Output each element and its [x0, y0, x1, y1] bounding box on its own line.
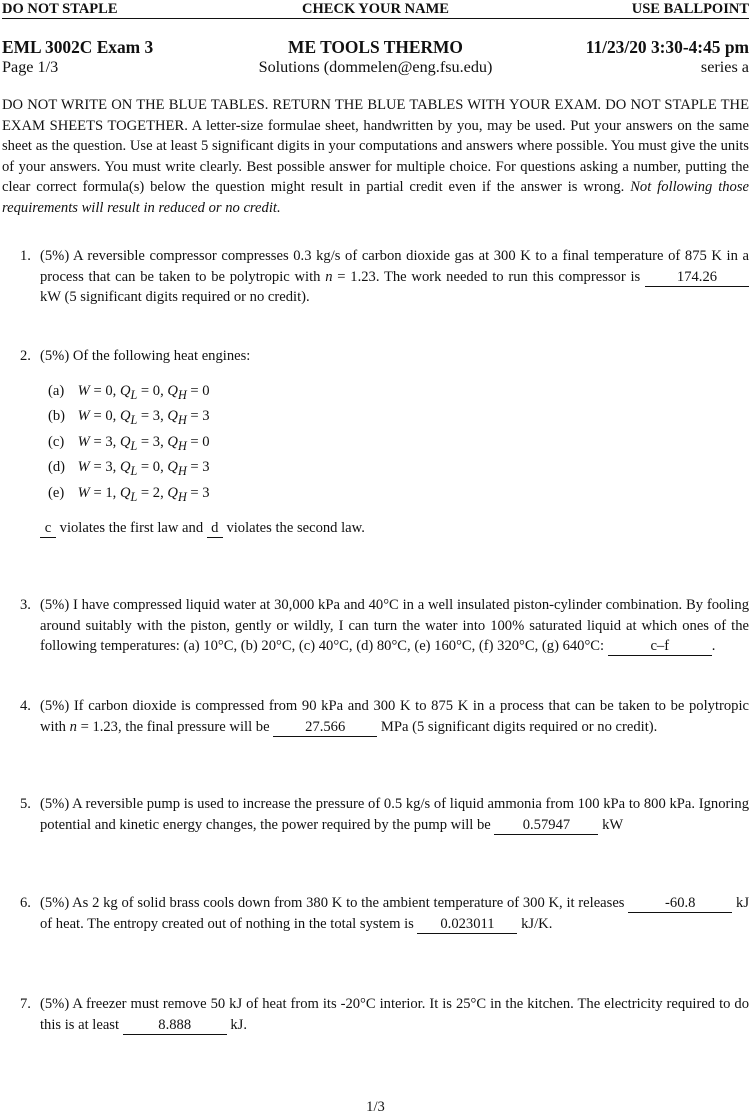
solutions-contact: Solutions (dommelen@eng.fsu.edu): [258, 58, 493, 76]
question-number: 2.: [20, 348, 31, 364]
question-5: [20, 794, 749, 835]
answer-blank: c–f: [608, 638, 712, 656]
exam-subheader: [2, 57, 749, 79]
question-text: violates the first law and: [59, 520, 204, 536]
answer-blank: -60.8: [628, 895, 732, 913]
question-text: kJ/K.: [521, 915, 553, 932]
answer-first-law: c: [40, 520, 56, 538]
variable-n: n: [69, 718, 77, 735]
option-label: (e): [48, 485, 65, 501]
question-text: = 1.23, the final pressure will be: [80, 718, 270, 735]
answer-blank: 0.57947: [494, 817, 598, 835]
question-text: (5%) A freezer must remove 50 kJ of heat from its -20°C interior. It is 25°C in the kitchen. The electricity required to do this is at least: [40, 996, 749, 1033]
page-footer: 1/3: [366, 1099, 385, 1115]
option-w: 3: [105, 459, 113, 475]
series-label: series a: [700, 58, 749, 76]
page-indicator: Page 1/3: [2, 58, 59, 76]
option-ql: 3: [152, 408, 161, 424]
option-w: 0: [105, 383, 113, 399]
answer-blank: 174.26: [645, 269, 749, 287]
question-4: [20, 696, 749, 737]
instructions: [2, 95, 749, 218]
top-bar: [2, 0, 749, 19]
option-w: 0: [105, 408, 113, 424]
question-text: kW (5 significant digits required or no credit).: [40, 289, 310, 305]
question-number: 6.: [20, 895, 31, 911]
option-qh: 0: [202, 383, 210, 399]
option-a: (a) W = 0, $Q_L = 0$, $Q_H = 0$: [48, 383, 210, 402]
question-6: [20, 893, 749, 934]
question-text: (5%) Of the following heat engines:: [40, 348, 251, 364]
question-text: (5%) If carbon dioxide is compressed from 90 kPa and 300 K to 875 K in a process that can be taken to be polytropic with: [40, 698, 749, 735]
option-ql: 2: [152, 485, 161, 501]
option-b: (b) W = 0, $Q_L = 3$, $Q_H = 3$: [48, 408, 210, 427]
question-7: [20, 994, 749, 1035]
answer-blank: 27.566: [273, 719, 377, 737]
question-text: (5%) As 2 kg of solid brass cools down from 380 K to the ambient temperature of 300 K, it releases: [40, 895, 625, 911]
question-text: kW: [602, 816, 624, 833]
answer-second-law: d: [207, 520, 223, 538]
option-label: (b): [48, 408, 66, 424]
option-c: (c) W = 3, $Q_L = 3$, $Q_H = 0$: [48, 434, 210, 453]
question-text: (5%) A reversible pump is used to increase the pressure of 0.5 kg/s of liquid ammonia from 100 kPa to 800 kPa. Ignoring potential and kinetic energy changes, the power required by the pump will be: [40, 796, 749, 833]
instructions-warning: Not following those requirements will result in reduced or no credit.: [2, 179, 750, 216]
question-text: .: [711, 638, 716, 654]
option-w: 1: [105, 485, 113, 501]
question-2-answer: [40, 518, 749, 539]
option-qh: 3: [202, 485, 210, 501]
check-name-label: CHECK YOUR NAME: [302, 1, 449, 17]
question-3: [20, 595, 749, 657]
question-2: [20, 346, 749, 367]
option-label: (a): [48, 383, 65, 399]
question-number: 7.: [20, 996, 31, 1012]
variable-n: n: [325, 268, 333, 285]
option-label: (c): [48, 434, 65, 450]
question-text: MPa (5 significant digits required or no credit).: [380, 718, 658, 735]
option-w: 3: [105, 434, 113, 450]
option-qh: 3: [202, 408, 210, 424]
question-number: 5.: [20, 796, 31, 812]
option-e: (e) W = 1, $Q_L = 2$, $Q_H = 3$: [48, 485, 210, 504]
question-text: (5%) A reversible compressor compresses 0.3 kg/s of carbon dioxide gas at 300 K to a final temperature of 875 K in a process that can be taken to be polytropic with: [40, 248, 749, 285]
question-text: kJ.: [230, 1016, 247, 1033]
option-qh: 0: [202, 434, 210, 450]
question-text: kJ of heat. The entropy created out of nothing in the total system is: [40, 895, 749, 932]
instructions-text: DO NOT WRITE ON THE BLUE TABLES. RETURN THE BLUE TABLES WITH YOUR EXAM. DO NOT STAPLE THE EXAM SHEETS TOGETHER. A letter-size formulae sheet, handwritten by you, may be used. Put your answers on the same sheet as the question. Use at least 5 significant digits in your computations and answers where possible. You must give the units of your answers. You must write clearly. Best possible answer for multiple choice. For questions asking a number, putting the clear correct formula(s) below the question might result in partial credit even if the answer is wrong.: [2, 97, 749, 195]
option-qh: 3: [202, 459, 210, 475]
question-number: 1.: [20, 248, 31, 264]
question-text: violates the second law.: [226, 520, 365, 536]
question-1: [20, 246, 749, 308]
option-ql: 0: [152, 459, 161, 475]
answer-blank-entropy: 0.023011: [417, 916, 517, 934]
course-code: EML 3002C Exam 3: [2, 37, 154, 57]
exam-date: 11/23/20 3:30-4:45 pm: [585, 37, 749, 57]
option-ql: 0: [152, 383, 161, 399]
answer-blank: 8.888: [123, 1017, 227, 1035]
question-text: = 1.23. The work needed to run this compressor is: [337, 268, 641, 285]
do-not-staple-label: DO NOT STAPLE: [2, 1, 118, 17]
option-d: (d) W = 3, $Q_L = 0$, $Q_H = 3$: [48, 459, 210, 478]
use-ballpoint-label: USE BALLPOINT: [631, 1, 749, 17]
exam-title: ME TOOLS THERMO: [288, 37, 463, 57]
option-label: (d): [48, 459, 66, 475]
question-number: 4.: [20, 698, 31, 714]
exam-header: [2, 37, 749, 59]
question-text: (5%) I have compressed liquid water at 30,000 kPa and 40°C in a well insulated piston-cylinder combination. By fooling around suitably with the piston, gently or wildly, I can turn the water into 100% saturated liquid at which ones of the following temperatures: (a) 10°C, (b) 20°C, (c) 40°C, (d) 80°C, (e) 160°C, (f) 320°C, (g) 640°C:: [40, 597, 749, 654]
option-ql: 3: [152, 434, 161, 450]
question-number: 3.: [20, 597, 31, 613]
